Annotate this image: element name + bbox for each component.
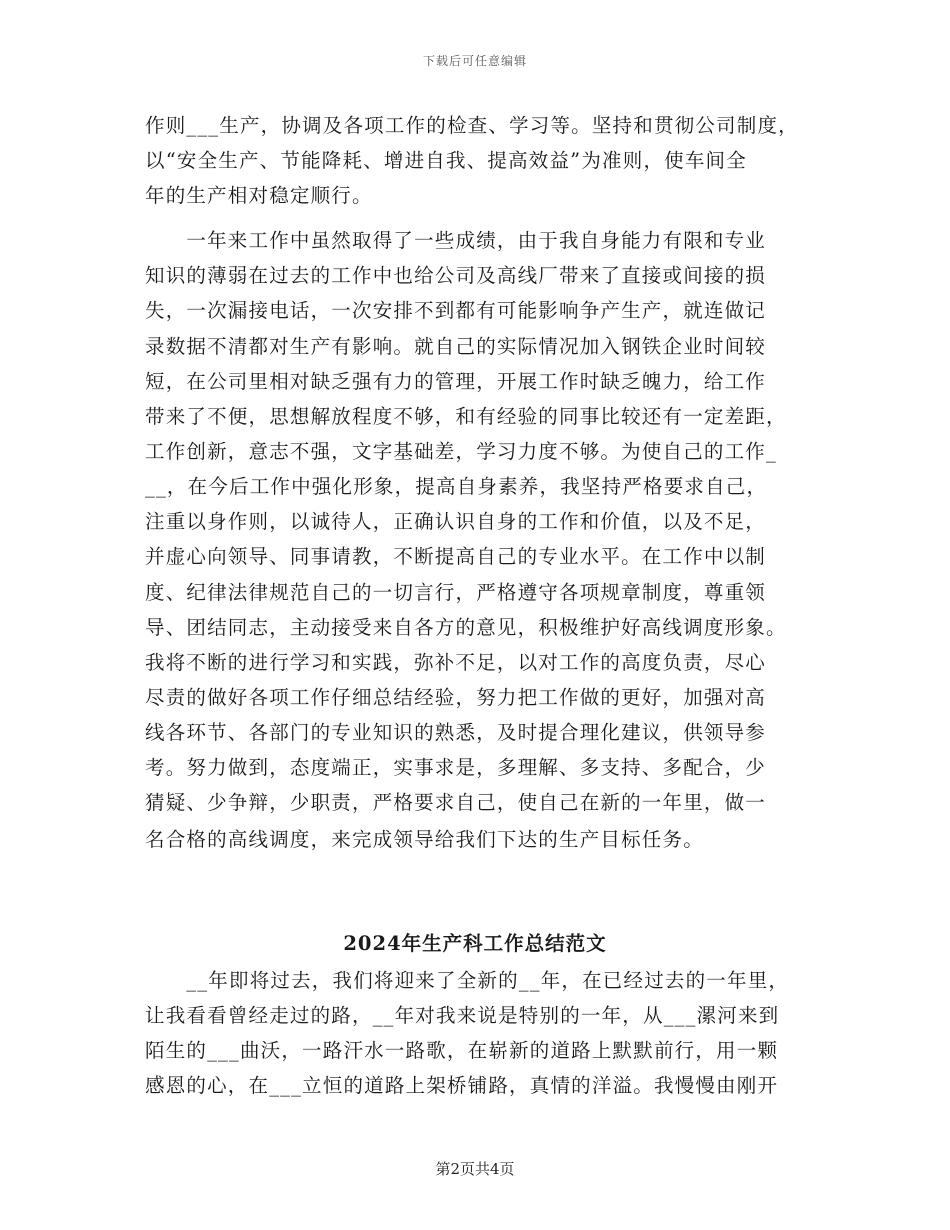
text-line: 失，一次漏接电话，一次安排不到都有可能影响争产生产，就连做记 (145, 299, 767, 322)
text-line: 一年来工作中虽然取得了一些成绩，由于我自身能力有限和专业 (145, 229, 767, 252)
text-line: 导、团结同志，主动接受来自各方的意见，积极维护好高线调度形象。 (145, 616, 787, 639)
text-line: __，在今后工作中强化形象，提高自身素养，我坚持严格要求自己， (145, 475, 768, 498)
page-number: 第2页共4页 (435, 1160, 515, 1178)
text-line: 度、纪律法律规范自己的一切言行，严格遵守各项规章制度，尊重领 (145, 581, 767, 604)
section-title: 2024年生产科工作总结范文 (343, 932, 607, 955)
text-line: 名合格的高线调度，来完成领导给我们下达的生产目标任务。 (145, 828, 704, 851)
text-line: 考。努力做到，态度端正，实事求是，多理解、多支持、多配合，少 (145, 756, 767, 779)
text-line: 我将不断的进行学习和实践，弥补不足，以对工作的高度负责，尽心 (145, 651, 767, 674)
text-line: 工作创新，意志不强，文字基础差，学习力度不够。为使自己的工作_ (145, 440, 777, 463)
text-line: 线各环节、各部门的专业知识的熟悉，及时提合理化建议，供领导参 (145, 721, 767, 744)
text-line: 带来了不便，思想解放程度不够，和有经验的同事比较还有一定差距， (145, 405, 787, 428)
text-line: 短，在公司里相对缺乏强有力的管理，开展工作时缺乏魄力，给工作 (145, 370, 767, 393)
text-line: 录数据不清都对生产有影响。就自己的实际情况加入钢铁企业时间较 (145, 335, 767, 358)
text-line: 并虚心向领导、同事请教，不断提高自己的专业水平。在工作中以制 (145, 545, 767, 568)
text-line: 以“安全生产、节能降耗、增进自我、提高效益”为准则，使车间全 (145, 149, 747, 172)
text-line: 尽责的做好各项工作仔细总结经验，努力把工作做的更好，加强对高 (145, 686, 767, 709)
text-line: __年即将过去，我们将迎来了全新的__年，在已经过去的一年里， (145, 969, 790, 992)
text-line: 注重以身作则，以诚待人，正确认识自身的工作和价值，以及不足， (145, 510, 767, 533)
text-line: 陌生的___曲沃，一路汗水一路歌，在崭新的道路上默默前行，用一颗 (145, 1039, 779, 1062)
text-line: 让我看看曾经走过的路，__年对我来说是特别的一年，从___漯河来到 (145, 1004, 780, 1027)
text-line: 知识的薄弱在过去的工作中也给公司及高线厂带来了直接或间接的损 (145, 264, 767, 287)
text-line: 感恩的心，在___立恒的道路上架桥铺路，真情的洋溢。我慢慢由刚开 (145, 1074, 779, 1097)
page-header: 下载后可任意编辑 (422, 54, 527, 68)
text-line: 年的生产相对稳定顺行。 (145, 184, 373, 207)
text-line: 猜疑、少争辩，少职责，严格要求自己，使自己在新的一年里，做一 (145, 791, 767, 814)
text-line: 作则___生产，协调及各项工作的检查、学习等。坚持和贯彻公司制度， (145, 114, 799, 137)
